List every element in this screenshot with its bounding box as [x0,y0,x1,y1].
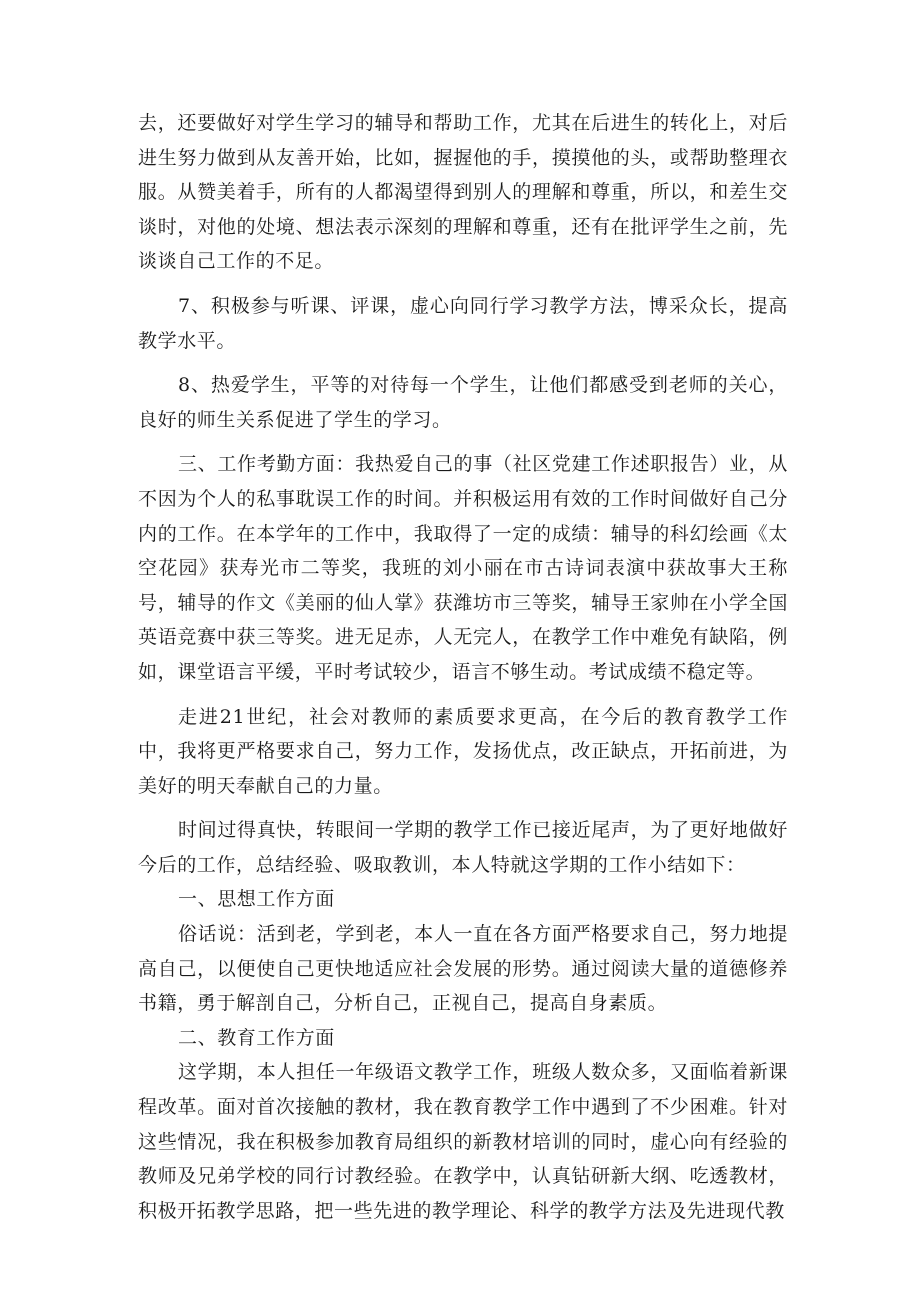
paragraph-summary-intro: 时间过得真快，转眼间一学期的教学工作已接近尾声，为了更好地做好今后的工作，总结经验、吸取教训，本人特就这学期的工作小结如下： [138,819,788,876]
paragraph-education: 这学期，本人担任一年级语文教学工作，班级人数众多，又面临着新课程改革。面对首次接触的教材，我在教育教学工作中遇到了不少困难。针对这些情况，我在积极参加教育局组织的新教材培训的同时，虚心向有经验的教师及兄弟学校的同行讨教经验。在教学中，认真钻研新大纲、吃透教材，积极开拓教学思路，把一些先进的教学理论、科学的教学方法及先进现代教 [138,1061,788,1222]
paragraph-attendance: 三、工作考勤方面：我热爱自己的事（社区党建工作述职报告）业，从不因为个人的私事耽误工作的时间。并积极运用有效的工作时间做好自己分内的工作。在本学年的工作中，我取得了一定的成绩：辅导的科幻绘画《太空花园》获寿光市二等奖，我班的刘小丽在市古诗词表演中获故事大王称号，辅导的作文《美丽的仙人掌》获潍坊市三等奖，辅导王家帅在小学全国英语竞赛中获三等奖。进无足赤，人无完人，在教学工作中难免有缺陷，例如，课堂语言平缓，平时考试较少，语言不够生动。考试成绩不稳定等。 [138,453,788,683]
section-heading-education: 二、教育工作方面 [178,1026,335,1049]
paragraph-item-7: 7、积极参与听课、评课，虚心向同行学习教学方法，博采众长，提高教学水平。 [138,294,788,352]
paragraph-continuation: 去，还要做好对学生学习的辅导和帮助工作，尤其在后进生的转化上，对后进生努力做到从友善开始，比如，握握他的手，摸摸他的头，或帮助整理衣服。从赞美着手，所有的人都渴望得到别人的理解和尊重，所以，和差生交谈时，对他的处境、想法表示深刻的理解和尊重，还有在批评学生之前，先谈谈自己工作的不足。 [138,112,788,273]
paragraph-21st-century: 走进21世纪，社会对教师的素质要求更高，在今后的教育教学工作中，我将更严格要求自己，努力工作，发扬优点，改正缺点，开拓前进，为美好的明天奉献自己的力量。 [138,705,788,797]
section-heading-thought: 一、思想工作方面 [178,888,335,911]
paragraph-item-8: 8、热爱学生，平等的对待每一个学生，让他们都感受到老师的关心，良好的师生关系促进了学生的学习。 [138,374,788,431]
document-body [138,106,788,1228]
paragraph-thought: 俗话说：活到老，学到老，本人一直在各方面严格要求自己，努力地提高自己，以便使自己更快地适应社会发展的形势。通过阅读大量的道德修养书籍，勇于解剖自己，分析自己，正视自己，提高自身素质。 [138,923,788,1015]
